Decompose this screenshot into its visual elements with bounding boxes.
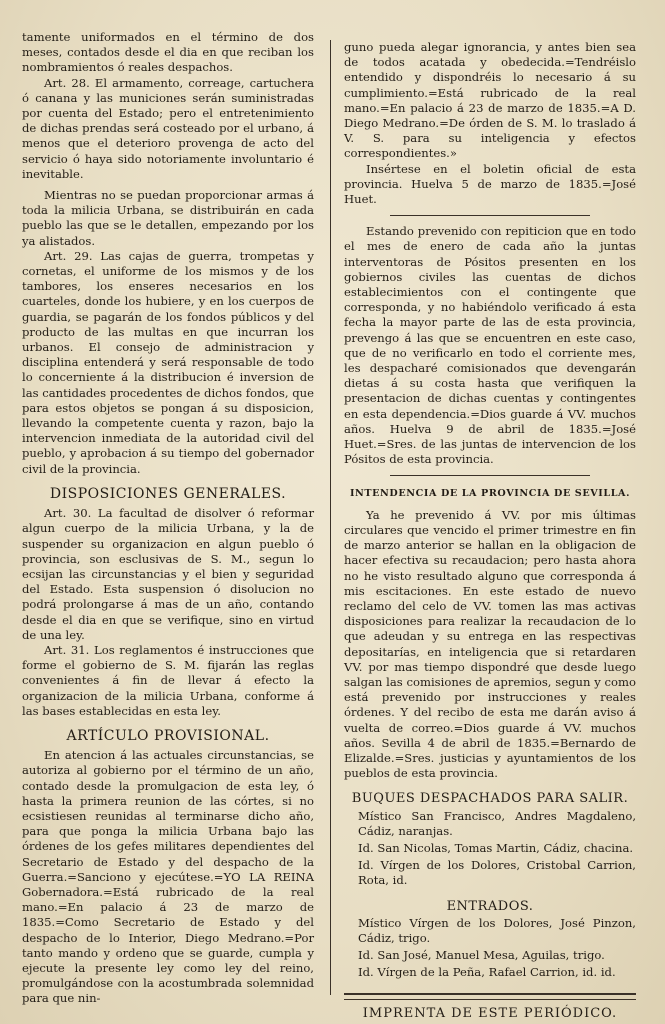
article-30: Art. 30. La facultad de disolver ó reformar algun cuerpo de la milicia Urbana, y la de suspender su organizacion en algun pueblo ó provincia, son esclusivas de S. M., segun lo ecsijan las circunstancias y el bien y seguridad del Estado. Esta suspension ó disolucion no podrá prolongarse á mas de un año, contando desde el dia en que se verifique, sino en virtud de una ley. — [22, 506, 314, 642]
divider — [344, 999, 636, 1000]
paragraph: Mientras no se puedan proporcionar armas á toda la milicia Urbana, se distribuirán en cada pueblo las que se le detallen, empezando por los ya alistados. — [22, 188, 314, 248]
list-item: Id. Vírgen de los Dolores, Cristobal Carrion, Rota, id. — [358, 858, 636, 888]
left-column — [22, 30, 314, 1007]
section-heading: INTENDENCIA DE LA PROVINCIA DE SEVILLA. — [349, 488, 631, 500]
article-28: Art. 28. El armamento, correage, cartuchera ó canana y las municiones serán suministradas por cuenta del Estado; pero el entretenimiento de dichas prendas será costeado por el urbano, á menos que el deterioro provenga de acto del servicio ó haya sido notoriamente involuntario é inevitable. — [22, 75, 314, 181]
list-item: Místico Vírgen de los Dolores, José Pinzon, Cádiz, trigo. — [358, 915, 636, 945]
divider — [390, 215, 590, 216]
paragraph: Ya he prevenido á VV. por mis últimas circulares que vencido el primer trimestre en fin de marzo anterior se hallan en la obligacion de hacer efectiva su recaudacion; pero hasta ahora no he visto resultado alguno que corresponda á mis escitaciones. En este estado de nuevo reclamo del celo de VV. tomen las mas activas disposiciones para realizar la recaudacion de lo que adeudan y su entrega en las respectivas depositarías, en inteligencia que si retardaren VV. por mas tiempo dispondré que desde luego salgan las comisiones de apremios, segun y como está prevenido por instrucciones y reales órdenes. Y del recibo de esta me darán aviso á vuelta de correo.=Dios guarde á VV. muchos años. Sevilla 4 de abril de 1835.=Bernardo de Elizalde.=Sres. justicias y ayuntamientos de los pueblos de esta provincia. — [344, 507, 636, 781]
paragraph: Estando prevenido con repiticion que en todo el mes de enero de cada año la juntas interventoras de Pósitos presenten en los gobiernos civiles las cuentas de dichos establecimientos con el contingente que corresponda, y no habiéndolo verificado á esta fecha la mayor parte de las de esta provincia, prevengo á las que se encuentren en este caso, que de no verificarlo en todo el corriente mes, les despacharé comisionados que devengarán dietas á su costa hasta que verifiquen la presentacion de dichas cuentas y contingentes en esta dependencia.=Dios guarde á VV. muchos años. Huelva 9 de abril de 1835.=José Huet.=Sres. de las juntas de intervencion de los Pósitos de esta provincia. — [344, 224, 636, 467]
divider — [344, 993, 636, 995]
article-31: Art. 31. Los reglamentos é instrucciones que forme el gobierno de S. M. fijarán las reglas convenientes á fin de llevar á efecto la organizacion de la milicia Urbana, conforme á las bases establecidas en esta ley. — [22, 642, 314, 718]
list-item: Id. San José, Manuel Mesa, Aguilas, trigo. — [358, 948, 605, 963]
section-heading: DISPOSICIONES GENERALES. — [49, 485, 287, 502]
provisional-article: En atencion á las actuales circunstancias, se autoriza al gobierno por el término de un año, contado desde la promulgacion de esta ley, ó hasta la primera reunion de las córtes, si no ecsistiesen reunidas al terminarse dicho año, para que ponga la milicia Urbana bajo las órdenes de los gefes militares dependientes del Secretario de Estado y del despacho de la Guerra.=Sanciono y ejecútese.=YO LA REINA Gobernadora.=Está rubricado de la real mano.=En palacio á 23 de marzo de 1835.=Como Secretario de Estado y del despacho de lo Interior, Diego Medrano.=Por tanto mando y ordeno que se guarde, cumpla y ejecute la presente ley como ley del reino, promulgándose con la acostumbrada solemnidad para que nin- — [22, 748, 314, 1006]
paragraph: guno pueda alegar ignorancia, y antes bien sea de todos acatada y obedecida.=Tendréislo entendido y dispondréis lo necesario á su cumplimiento.=Está rubricado de la real mano.=En palacio á 23 de marzo de 1835.=A D. Diego Medrano.=De órden de S. M. lo traslado á V. S. para su inteligencia y efectos correspondientes.» — [344, 40, 636, 161]
list-item: Id. Vírgen de la Peña, Rafael Carrion, id. id. — [358, 965, 616, 980]
imprint-line: IMPRENTA DE ESTE PERIÓDICO. — [362, 1005, 618, 1021]
section-heading: ENTRADOS. — [446, 898, 534, 914]
list-item: Id. San Nicolas, Tomas Martin, Cádiz, chacina. — [358, 840, 634, 855]
section-heading: ARTÍCULO PROVISIONAL. — [66, 727, 270, 744]
list-item: Místico San Francisco, Andres Magdaleno, Cádiz, naranjas. — [358, 808, 636, 838]
paragraph: Insértese en el boletin oficial de esta provincia. Huelva 5 de marzo de 1835.=José Huet. — [344, 161, 636, 207]
paragraph: tamente uniformados en el término de dos meses, contados desde el dia en que reciban los nombramientos ó reales despachos. — [22, 30, 314, 75]
article-29: Art. 29. Las cajas de guerra, trompetas y cornetas, el uniforme de los mismos y de los tambores, los enseres necesarios en los cuarteles, donde los hubiere, y en los cuerpos de guardia, se pagarán de los fondos públicos y del producto de las multas en que incurran los urbanos. El consejo de administracion y disciplina entenderá y será responsable de todo lo concerniente á la distribucion é inversion de las cantidades procedentes de dichos fondos, que para estos objetos se pongan á su disposicion, llevando la competente cuenta y razon, bajo la intervencion inmediata de la autoridad civil del pueblo, y aprobacion á su tiempo del gobernador civil de la provincia. — [22, 248, 314, 476]
column-divider — [330, 40, 331, 995]
divider — [390, 475, 590, 476]
right-column — [344, 40, 636, 1021]
section-heading: BUQUES DESPACHADOS PARA SALIR. — [351, 791, 629, 807]
